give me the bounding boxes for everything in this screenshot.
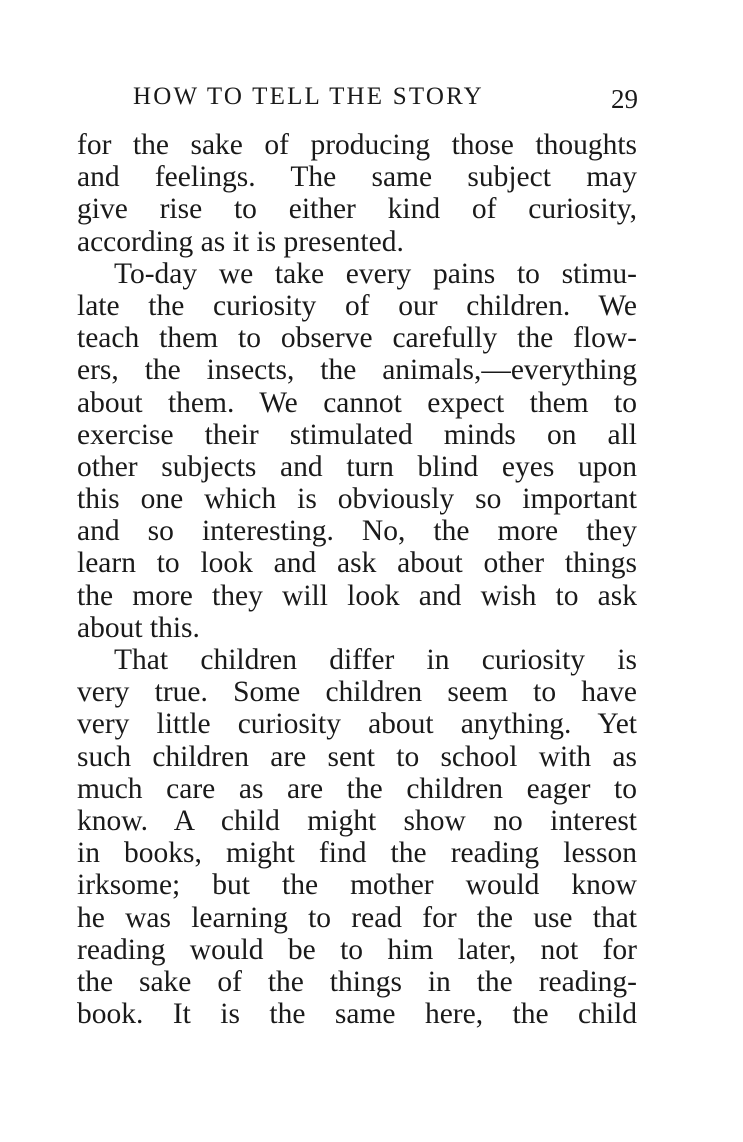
text-line: the sake of the things in the reading- — [77, 965, 637, 998]
paragraph-first-line: To-day we take every pains to stimu- — [114, 257, 637, 290]
running-title: HOW TO TELL THE STORY — [133, 83, 484, 110]
text-line: for the sake of producing those thoughts — [77, 129, 637, 161]
text-line: about this. — [77, 611, 200, 644]
paragraph-first-line: That children differ in curiosity is — [114, 644, 637, 676]
text-line: much care as are the children eager to — [77, 772, 637, 805]
text-line: teach them to observe carefully the flow- — [77, 322, 637, 355]
text-line: give rise to either kind of curiosity, — [77, 193, 637, 226]
text-line: and feelings. The same subject may — [77, 161, 637, 194]
running-head — [133, 80, 638, 114]
text-line: in books, might find the reading lesson — [77, 837, 637, 870]
text-line: this one which is obviously so important — [77, 483, 637, 516]
page-number: 29 — [611, 84, 638, 114]
body-text — [77, 129, 637, 1030]
text-line: book. It is the same here, the child — [77, 998, 637, 1031]
text-line: reading would be to him later, not for — [77, 933, 637, 966]
text-line: and so interesting. No, the more they — [77, 515, 637, 548]
text-line: exercise their stimulated minds on all — [77, 418, 637, 451]
text-line: very little curiosity about anything. Yet — [77, 708, 637, 741]
text-line: such children are sent to school with as — [77, 740, 637, 773]
text-line: learn to look and ask about other things — [77, 547, 637, 580]
text-line: irksome; but the mother would know — [77, 869, 637, 902]
text-line: very true. Some children seem to have — [77, 676, 637, 709]
text-line: according as it is presented. — [77, 225, 404, 258]
text-line: know. A child might show no interest — [77, 804, 637, 837]
text-line: late the curiosity of our children. We — [77, 289, 637, 322]
text-line: he was learning to read for the use that — [77, 901, 637, 934]
text-line: other subjects and turn blind eyes upon — [77, 450, 637, 483]
text-line: ers, the insects, the animals,—everything — [77, 354, 637, 387]
text-line: the more they will look and wish to ask — [77, 579, 637, 612]
text-line: about them. We cannot expect them to — [77, 386, 637, 419]
